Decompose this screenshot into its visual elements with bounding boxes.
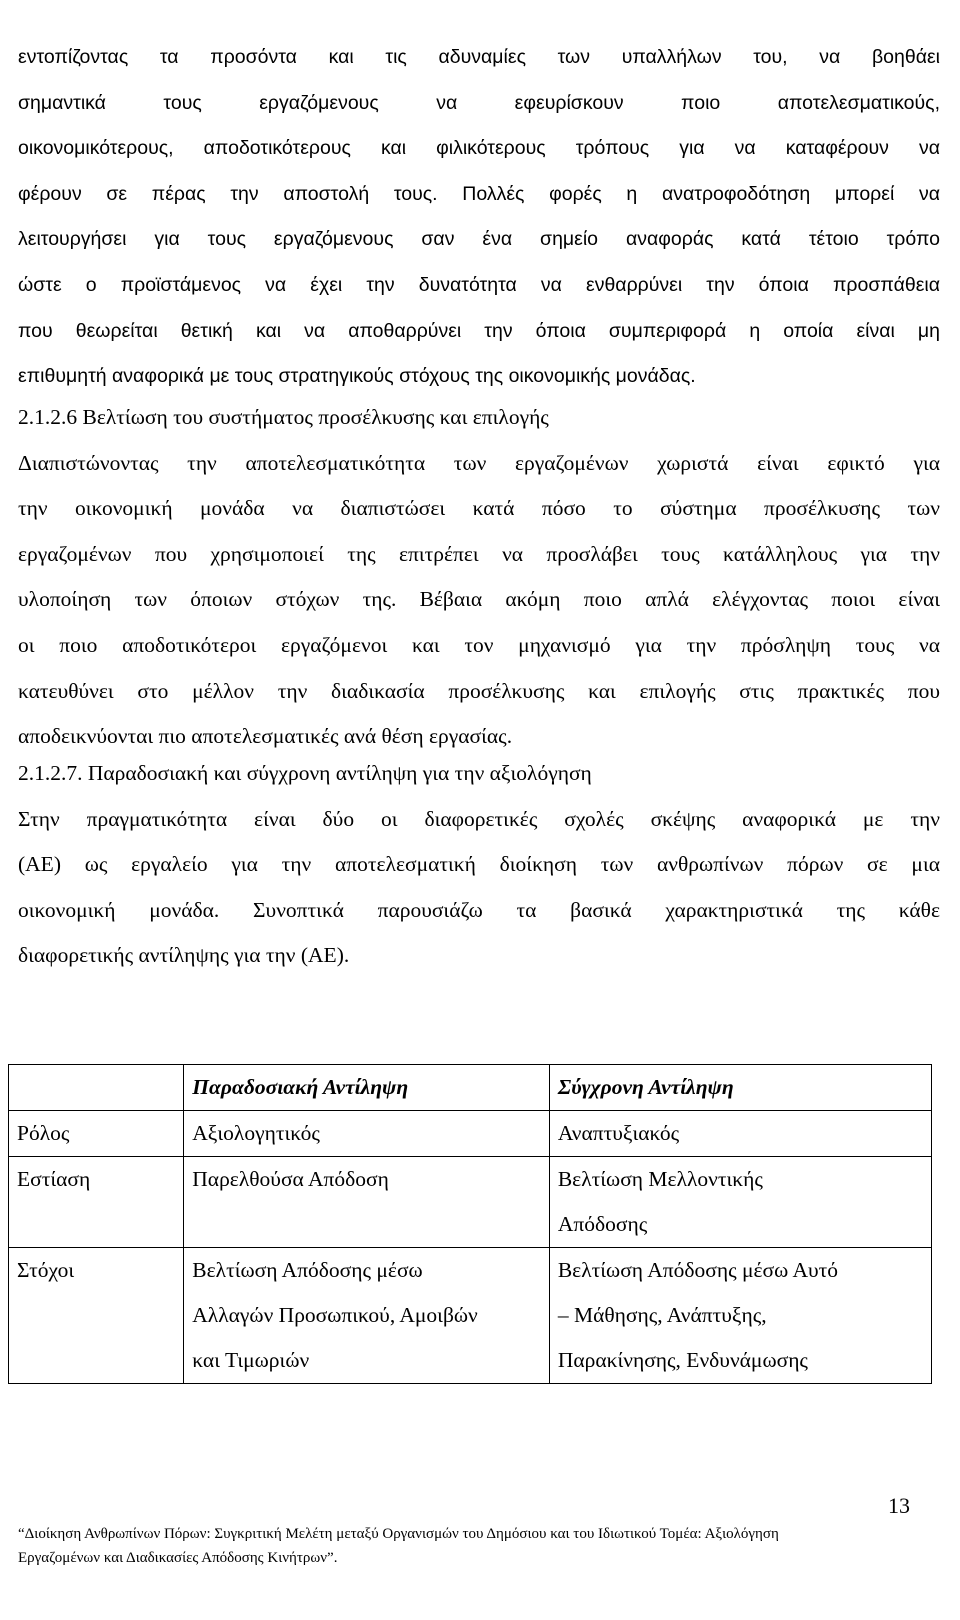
paragraph-line: ώστε ο προϊστάμενος να έχει την δυνατότητα να ενθαρρύνει την όποια προσπάθεια (18, 273, 940, 296)
paragraph-feedback (18, 35, 940, 400)
table-header-cell-empty (9, 1065, 184, 1111)
table-row-focus (9, 1157, 932, 1248)
table-header-modern: Σύγχρονη Αντίληψη (549, 1065, 931, 1111)
section-2-1-2-7 (18, 751, 940, 979)
paragraph-line: Διαπιστώνοντας την αποτελεσματικότητα των εργαζομένων χωριστά είναι εφικτό για (18, 450, 940, 475)
table-cell-line: Βελτίωση Μελλοντικής (557, 1167, 763, 1191)
comparison-table (8, 1064, 932, 1384)
paragraph-line: σημαντικά τους εργαζόμενους να εφευρίσκουν ποιο αποτελεσματικούς, (18, 91, 940, 114)
table-cell (549, 1157, 931, 1248)
page-number: 13 (888, 1493, 910, 1518)
table-header-row (9, 1065, 932, 1111)
table-cell (549, 1248, 931, 1384)
table-row-label: Εστίαση (9, 1157, 184, 1248)
paragraph-line: την οικονομική μονάδα να διαπιστώσει κατά πόσο το σύστημα προσέλκυσης των (18, 496, 940, 521)
table-row-label: Στόχοι (9, 1248, 184, 1384)
table-row-goals (9, 1248, 932, 1384)
section-heading: 2.1.2.6 Βελτίωση του συστήματος προσέλκυσης και επιλογής (18, 405, 549, 429)
table-cell-line: Απόδοσης (557, 1212, 648, 1236)
table-cell-line: – Μάθησης, Ανάπτυξης, (557, 1303, 767, 1327)
paragraph-line: οι ποιο αποδοτικότεροι εργαζόμενοι και τον μηχανισμό για την πρόσληψη τους να (18, 632, 940, 657)
paragraph-line: κατευθύνει στο μέλλον την διαδικασία προσέλκυσης και επιλογής στις πρακτικές που (18, 678, 940, 703)
paragraph-line: λειτουργήσει για τους εργαζόμενους σαν ένα σημείο αναφοράς κατά τέτοιο τρόπο (18, 228, 940, 251)
table-cell-line: Βελτίωση Απόδοσης μέσω Αυτό (557, 1258, 839, 1282)
footer-line: Εργαζομένων και Διαδικασίες Απόδοσης Κινήτρων”. (18, 1550, 338, 1566)
paragraph-line: εντοπίζοντας τα προσόντα και τις αδυναμίες των υπαλλήλων του, να βοηθάει (18, 46, 940, 68)
paragraph-line: (ΑΕ) ως εργαλείο για την αποτελεσματική διοίκηση των ανθρωπίνων πόρων σε μια (18, 852, 940, 877)
paragraph-line: επιθυμητή αναφορικά με τους στρατηγικούς στόχους της οικονομικής μονάδας. (18, 365, 696, 388)
table-cell-line: Αναπτυξιακός (557, 1121, 680, 1145)
table-cell-line: Βελτίωση Απόδοσης μέσω (192, 1258, 423, 1282)
table-cell-line: Αλλαγών Προσωπικού, Αμοιβών (192, 1303, 478, 1327)
table-row-label: Ρόλος (9, 1111, 184, 1157)
paragraph-line: υλοποίηση των όποιων στόχων της. Βέβαια ακόμη ποιο απλά ελέγχοντας ποιοι είναι (18, 587, 940, 612)
page-footer (18, 1522, 918, 1570)
paragraph-line: διαφορετικής αντίληψης για την (ΑΕ). (18, 943, 350, 968)
paragraph-line: Στην πραγματικότητα είναι δύο οι διαφορετικές σχολές σκέψης αναφορικά με την (18, 806, 940, 831)
footer-line: “Διοίκηση Ανθρωπίνων Πόρων: Συγκριτική Μελέτη μεταξύ Οργανισμών του Δημόσιου και του Ιδιωτικού Τομέα: Αξιολόγηση (18, 1526, 779, 1542)
paragraph-line: αποδεικνύονται πιο αποτελεσματικές ανά θέση εργασίας. (18, 724, 513, 749)
paragraph-line: φέρουν σε πέρας την αποστολή τους. Πολλές φορές η ανατροφοδότηση μπορεί να (18, 182, 940, 205)
table-cell (549, 1111, 931, 1157)
paragraph-line: που θεωρείται θετική και να αποθαρρύνει την όποια συμπεριφορά η οποία είναι μη (18, 319, 940, 342)
table-header-traditional: Παραδοσιακή Αντίληψη (184, 1065, 550, 1111)
table-cell (184, 1111, 550, 1157)
table-cell-line: Παρακίνησης, Ενδυνάμωσης (557, 1348, 808, 1372)
paragraph-line: εργαζομένων που χρησιμοποιεί της επιτρέπει να προσλάβει τους κατάλληλους για την (18, 541, 940, 566)
paragraph-line: οικονομική μονάδα. Συνοπτικά παρουσιάζω τα βασικά χαρακτηριστικά της κάθε (18, 897, 940, 922)
section-2-1-2-6 (18, 395, 940, 760)
table-cell-line: Αξιολογητικός (192, 1121, 320, 1145)
table-cell-line: Παρελθούσα Απόδοση (192, 1167, 389, 1191)
table-cell (184, 1248, 550, 1384)
paragraph-line: οικονομικότερους, αποδοτικότερους και φιλικότερους τρόπους για να καταφέρουν να (18, 137, 940, 160)
table-cell (184, 1157, 550, 1248)
table-cell-line: και Τιμωριών (192, 1348, 310, 1372)
section-heading: 2.1.2.7. Παραδοσιακή και σύγχρονη αντίληψη για την αξιολόγηση (18, 761, 592, 785)
table-row-role (9, 1111, 932, 1157)
